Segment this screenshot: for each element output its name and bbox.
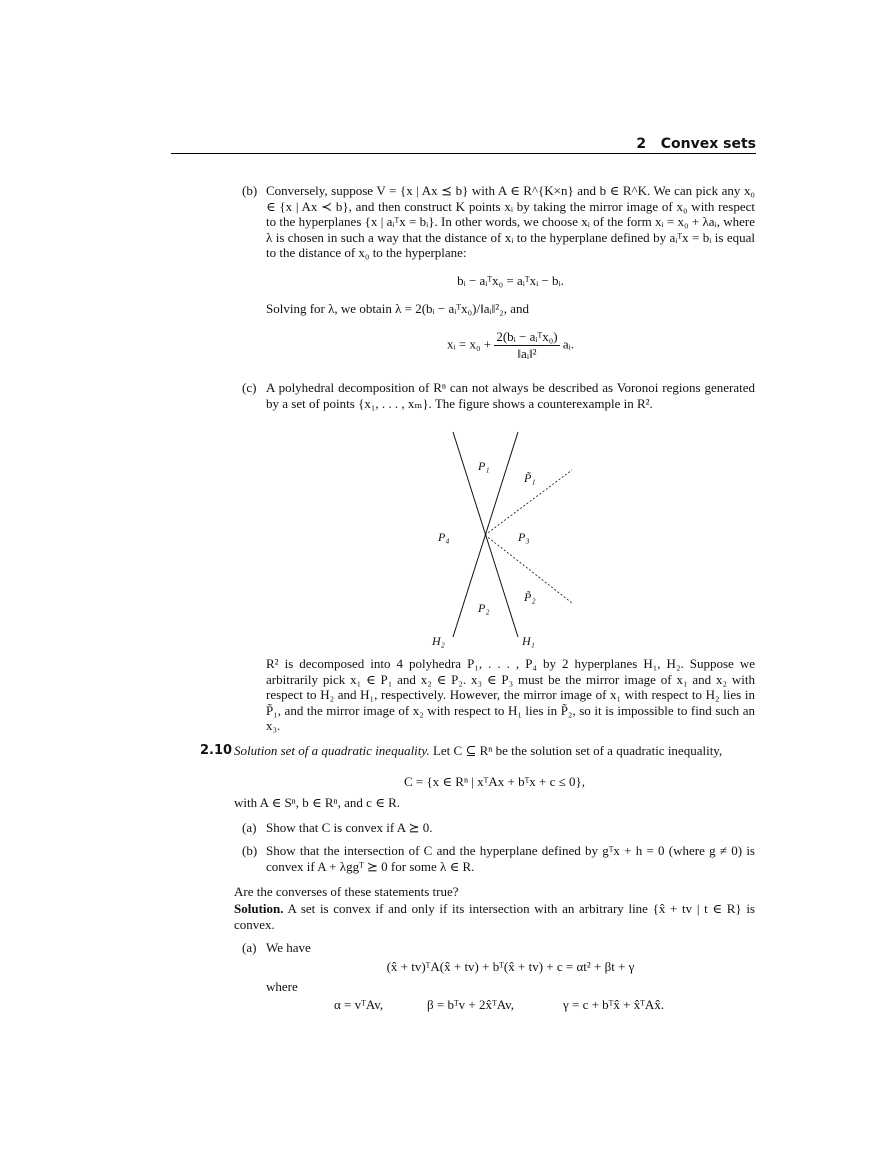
equation-xi-denominator: ‖aᵢ‖² [517, 346, 537, 361]
label-p2: P₂ [478, 601, 490, 615]
set-equation: C = {x ∈ Rⁿ | xᵀAx + bᵀx + c ≤ 0}, [403, 774, 586, 789]
converses-question: Are the converses of these statements true? [234, 884, 459, 899]
problem-part-b-text: Show that the intersection of C and the hyperplane defined by gᵀx + h = 0 (where g ≠ 0) is convex if A + λggᵀ ⪰ 0 for some λ ∈ R. [266, 843, 755, 874]
part-c-text: A polyhedral decomposition of Rⁿ can not always be described as Voronoi regions generated by a set of points {x₁, . . . , xₘ}. The figure shows a counterexample in R². [266, 380, 755, 411]
chapter-title: Convex sets [660, 136, 756, 152]
equation-xi-lhs: xᵢ = x₀ + [447, 336, 492, 352]
label-p1: P₁ [478, 459, 490, 473]
label-h2: H₂ [432, 634, 445, 648]
equation-mirror: bᵢ − aᵢᵀx₀ = aᵢᵀxᵢ − bᵢ. [457, 273, 564, 288]
solution-part-a-text: We have [266, 940, 311, 955]
part-c-label: (c) [242, 380, 257, 395]
problem-part-a-label: (a) [242, 820, 257, 835]
beta-equation: β = bᵀv + 2x̂ᵀAv, [427, 997, 515, 1012]
part-b-text: Conversely, suppose V = {x | Ax ⪯ b} with A ∈ R^{K×n} and b ∈ R^K. We can pick any x₀ ∈ {x | Ax ≺ b}, and then construct K points xᵢ by taking the mirror image of x₀ with respect to the hyperplanes {x | aᵢᵀx = bᵢ}. In other words, we choose xᵢ of the form xᵢ = x₀ + λaᵢ, where λ is chosen in such a way that the distance of xᵢ to the hyperplane defined by aᵢᵀx = bᵢ is equal to the distance of x₀ to the hyperplane: [266, 183, 755, 260]
label-p2-tilde: P̃₂ [524, 590, 536, 604]
part-c-explanation: R² is decomposed into 4 polyhedra P₁, . . . , P₄ by 2 hyperplanes H₁, H₂. Suppose we arbitrarily pick x₁ ∈ P₁ and x₂ ∈ P₂. x₃ ∈ P₃ must be the mirror image of x₁ and x₂ with respect to H₂ and H₁, respectively. However, the mirror image of x₁ with respect to H₂ lies in P̃₁, and the mirror image of x₂ with respect to H₁ lies in P̃₂, so it is impossible to find such an x₃. [266, 656, 755, 733]
alpha-equation: α = vᵀAv, [334, 997, 384, 1012]
solution-text: A set is convex if and only if its intersection with an arbitrary line {x̂ + tv | t ∈ R} is convex. [234, 901, 755, 932]
equation-xi-numerator: 2(bᵢ − aᵢᵀx₀) [496, 329, 558, 344]
problem-number: 2.10 [200, 743, 233, 758]
quadratic-line-equation: (x̂ + tv)ᵀA(x̂ + tv) + bᵀ(x̂ + tv) + c = αt² + βt + γ [386, 959, 635, 974]
voronoi-counterexample-figure [420, 425, 590, 655]
chapter-number: 2 [636, 136, 647, 152]
where-text: where [266, 979, 298, 994]
solution-paragraph [234, 901, 755, 932]
with-text: with A ∈ Sⁿ, b ∈ Rⁿ, and c ∈ R. [234, 795, 400, 810]
label-p1-tilde: P̃₁ [524, 471, 536, 485]
part-b-label: (b) [242, 183, 258, 198]
label-p4: P₄ [438, 530, 450, 544]
solution-part-a-label: (a) [242, 940, 257, 955]
gamma-equation: γ = c + bᵀx̂ + x̂ᵀAx̂. [563, 997, 665, 1012]
header-rule [171, 153, 756, 154]
problem-part-b-label: (b) [242, 843, 258, 858]
problem-intro-text: Let C ⊆ Rⁿ be the solution set of a quadratic inequality, [432, 743, 723, 758]
label-h1: H₁ [522, 634, 535, 648]
label-p3: P₃ [518, 530, 530, 544]
problem-title: Solution set of a quadratic inequality. [234, 743, 430, 758]
equation-xi [266, 329, 755, 362]
problem-intro [234, 743, 755, 759]
solving-text: Solving for λ, we obtain λ = 2(bᵢ − aᵢᵀx₀)/‖aᵢ‖²₂, and [266, 301, 529, 316]
equation-xi-rhs: aᵢ. [562, 336, 574, 352]
equation-xi-fraction [494, 329, 559, 362]
solution-label: Solution. [234, 901, 284, 916]
page-header [636, 136, 756, 152]
problem-part-a-text: Show that C is convex if A ⪰ 0. [266, 820, 433, 835]
